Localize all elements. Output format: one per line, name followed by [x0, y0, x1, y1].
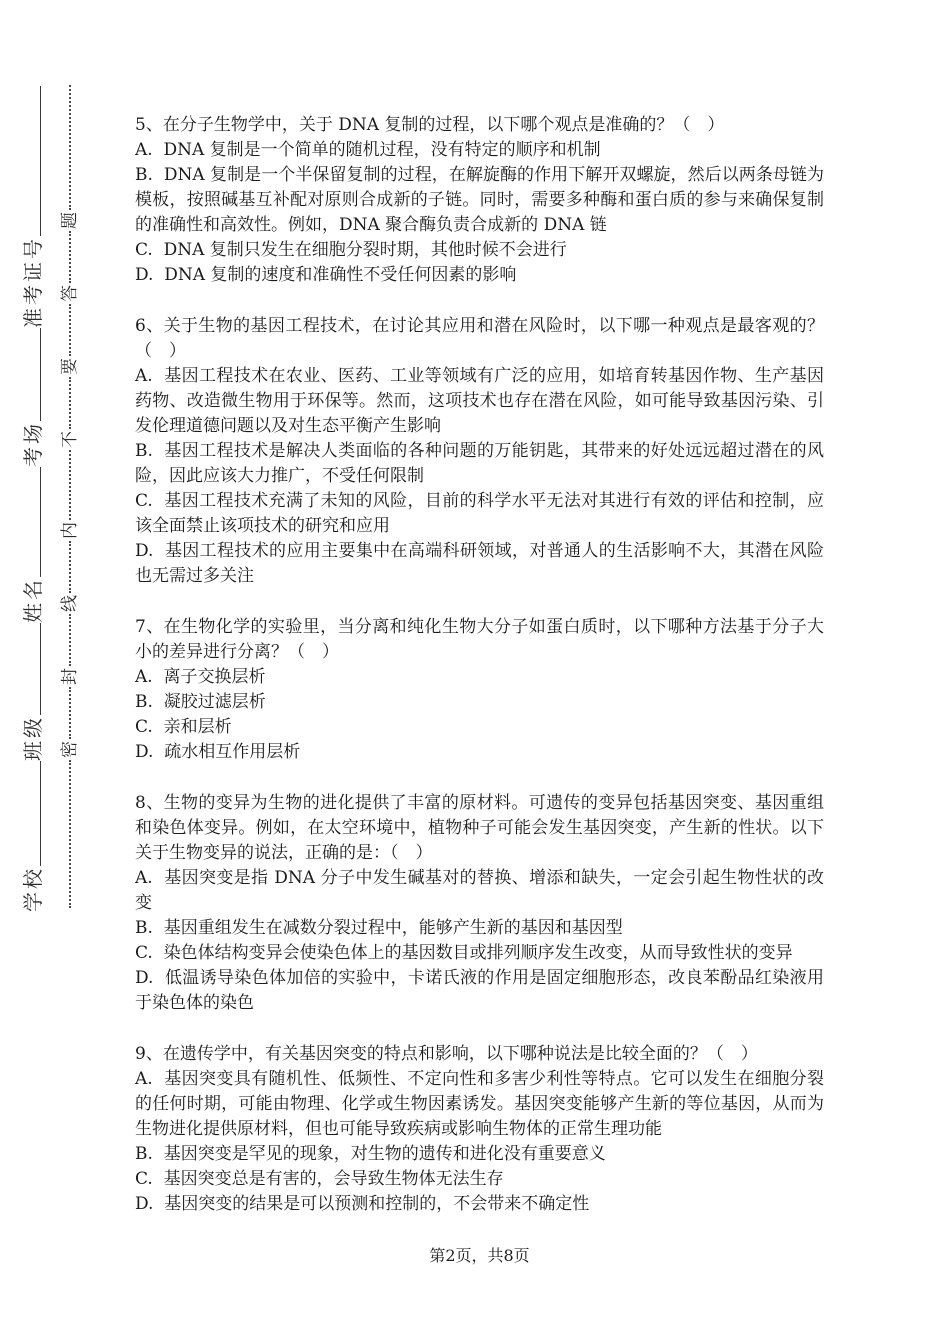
seal-char: 封	[59, 668, 80, 685]
question-option: B. DNA 复制是一个半保留复制的过程，在解旋酶的作用下解开双螺旋，然后以两条母链为模板，按照碱基互补配对原则合成新的子链。同时，需要多种酶和蛋白质的参与来确保复制的准确性和高效性。例如，DNA 聚合酶负责合成新的 DNA 链	[135, 165, 824, 235]
question-option: B. 基因重组发生在减数分裂过程中，能够产生新的基因和基因型	[135, 918, 623, 938]
question-option: D. 基因工程技术的应用主要集中在高端科研领域，对普通人的生活影响不大，其潜在风险也无需过多关注	[135, 541, 824, 586]
blank-underline	[40, 623, 41, 715]
seal-dots	[69, 687, 71, 739]
seal-line	[58, 116, 82, 908]
seal-dots	[69, 760, 71, 908]
question-option: B. 基因突变是罕见的现象，对生物的遗传和进化没有重要意义	[135, 1144, 606, 1164]
blank-underline	[40, 86, 41, 236]
field-admission-number: 准考证号	[21, 236, 45, 328]
question-5	[135, 113, 824, 288]
field-school: 学校	[21, 866, 45, 912]
seal-char: 不	[59, 431, 80, 448]
question-9	[135, 1042, 824, 1217]
question-option: A. 离子交换层析	[135, 667, 266, 687]
question-option: C. DNA 复制只发生在细胞分裂时期，其他时候不会进行	[135, 240, 567, 260]
question-option: C. 亲和层析	[135, 717, 232, 737]
blank-underline	[40, 328, 41, 421]
question-option: D. DNA 复制的速度和准确性不受任何因素的影响	[135, 265, 517, 285]
seal-dots	[69, 450, 71, 520]
question-option: D. 疏水相互作用层析	[135, 742, 301, 762]
question-8	[135, 791, 824, 1016]
exam-content	[135, 113, 824, 1268]
seal-char: 线	[59, 595, 80, 612]
question-stem: 7、在生物化学的实验里，当分离和纯化生物大分子如蛋白质时，以下哪种方法基于分子大小的差异进行分离？（ ）	[135, 617, 824, 662]
seal-dots	[69, 85, 71, 210]
question-option: A. 基因突变是指 DNA 分子中发生碱基对的替换、增添和缺失，一定会引起生物性状的改变	[135, 868, 824, 913]
question-stem: 6、关于生物的基因工程技术，在讨论其应用和潜在风险时，以下哪一种观点是最客观的？（ ）	[135, 316, 824, 361]
question-7	[135, 615, 824, 765]
field-name: 姓名	[21, 577, 45, 623]
seal-char: 内	[59, 522, 80, 539]
question-option: B. 基因工程技术是解决人类面临的各种问题的万能钥匙，其带来的好处远远超过潜在的风险，因此应该大力推广，不受任何限制	[135, 441, 824, 486]
seal-dots	[69, 304, 71, 356]
seal-dots	[69, 541, 71, 593]
seal-char: 要	[59, 358, 80, 375]
question-stem: 8、生物的变异为生物的进化提供了丰富的原材料。可遗传的变异包括基因突变、基因重组和染色体变异。例如，在太空环境中，植物种子可能会发生基因突变，产生新的性状。以下关于生物变异的说法，正确的是：（ ）	[135, 793, 824, 863]
question-option: A. DNA 复制是一个简单的随机过程，没有特定的顺序和机制	[135, 140, 601, 160]
seal-dots	[69, 231, 71, 283]
blank-underline	[40, 467, 41, 577]
field-class: 班级	[21, 715, 45, 761]
question-stem: 5、在分子生物学中，关于 DNA 复制的过程，以下哪个观点是准确的？（ ）	[135, 115, 725, 135]
page-footer: 第2页，共8页	[429, 1246, 530, 1265]
question-option: C. 基因突变总是有害的，会导致生物体无法生存	[135, 1169, 504, 1189]
field-exam-room: 考场	[21, 421, 45, 467]
question-6	[135, 314, 824, 589]
question-option: C. 基因工程技术充满了未知的风险，目前的科学水平无法对其进行有效的评估和控制，应该全面禁止该项技术的研究和应用	[135, 491, 824, 536]
seal-char: 答	[59, 285, 80, 302]
question-option: D. 基因突变的结果是可以预测和控制的，不会带来不确定性	[135, 1194, 590, 1214]
question-option: A. 基因工程技术在农业、医药、工业等领域有广泛的应用，如培育转基因作物、生产基因药物、改造微生物用于环保等。然而，这项技术也存在潜在风险，如可能导致基因污染、引发伦理道德问题以及对生态平衡产生影响	[135, 366, 824, 436]
question-option: A. 基因突变具有随机性、低频性、不定向性和多害少利性等特点。它可以发生在细胞分裂的任何时期，可能由物理、化学或生物因素诱发。基因突变能够产生新的等位基因，从而为生物进化提供原材料，但也可能导致疾病或影响生物体的正常生理功能	[135, 1069, 824, 1139]
question-stem: 9、在遗传学中，有关基因突变的特点和影响，以下哪种说法是比较全面的？（ ）	[135, 1044, 758, 1064]
seal-char: 密	[59, 741, 80, 758]
seal-dots	[69, 377, 71, 429]
seal-dots	[69, 614, 71, 666]
student-info-strip	[16, 98, 44, 912]
question-option: D. 低温诱导染色体加倍的实验中，卡诺氏液的作用是固定细胞形态，改良苯酚品红染液用于染色体的染色	[135, 968, 824, 1013]
blank-underline	[40, 761, 41, 866]
question-option: B. 凝胶过滤层析	[135, 692, 266, 712]
seal-char: 题	[59, 212, 80, 229]
question-option: C. 染色体结构变异会使染色体上的基因数目或排列顺序发生改变，从而导致性状的变异	[135, 943, 793, 963]
